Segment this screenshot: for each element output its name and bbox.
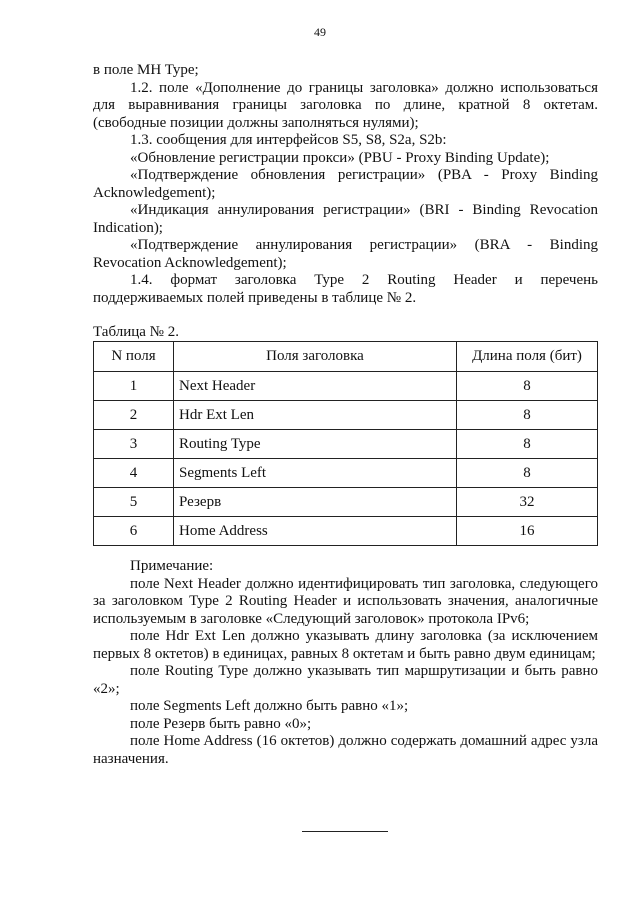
intro-section [93, 62, 598, 307]
paragraph: «Обновление регистрации прокси» (PBU - Proxy Binding Update); [130, 149, 550, 166]
note-paragraph: поле Segments Left должно быть равно «1»; [130, 698, 409, 714]
note-paragraph: поле Hdr Ext Len должно указывать длину заголовка (за исключением первых 8 октетов) в единицах, равных 8 октетам и быть равно двум единицам; [93, 628, 598, 662]
cell-field: Segments Left [174, 459, 457, 488]
paragraph: «Индикация аннулирования регистрации» (BRI - Binding Revocation Indication); [93, 202, 598, 236]
cell-number: 5 [94, 488, 174, 517]
paragraph: «Подтверждение аннулирования регистрации» (BRA - Binding Revocation Acknowledgement); [93, 237, 598, 271]
cell-length: 32 [457, 488, 598, 517]
paragraph: «Подтверждение обновления регистрации» (PBA - Proxy Binding Acknowledgement); [93, 167, 598, 201]
table-row [94, 459, 598, 488]
note-paragraph: поле Routing Type должно указывать тип маршрутизации и быть равно «2»; [93, 663, 598, 697]
table-header-row [94, 342, 598, 372]
note-paragraph: поле Next Header должно идентифицировать тип заголовка, следующего за заголовком Type 2 Routing Header и использовать значения, аналогичные используемым в заголовке «Следующий заголовок» протокола IPv6; [93, 575, 598, 627]
cell-number: 6 [94, 517, 174, 546]
note-section [93, 558, 598, 768]
paragraph: в поле MH Type; [93, 62, 199, 78]
cell-field: Hdr Ext Len [174, 401, 457, 430]
page-number: 49 [314, 25, 326, 39]
cell-length: 8 [457, 401, 598, 430]
paragraph: 1.4. формат заголовка Type 2 Routing Header и перечень поддерживаемых полей приведены в таблице № 2. [93, 272, 598, 306]
header-fields-table [93, 341, 598, 546]
cell-number: 3 [94, 430, 174, 459]
footer-divider [302, 831, 388, 832]
cell-length: 8 [457, 459, 598, 488]
note-paragraph: поле Home Address (16 октетов) должно содержать домашний адрес узла назначения. [93, 733, 598, 767]
cell-number: 2 [94, 401, 174, 430]
table-row [94, 488, 598, 517]
column-header-field: Поля заголовка [174, 342, 457, 372]
note-title: Примечание: [130, 558, 214, 574]
table-row [94, 430, 598, 459]
cell-field: Резерв [174, 488, 457, 517]
cell-field: Next Header [174, 372, 457, 401]
cell-field: Routing Type [174, 430, 457, 459]
cell-number: 4 [94, 459, 174, 488]
column-header-length: Длина поля (бит) [457, 342, 598, 372]
cell-field: Home Address [174, 517, 457, 546]
table-row [94, 517, 598, 546]
paragraph: 1.2. поле «Дополнение до границы заголовка» должно использоваться для выравнивания границы заголовка по длине, кратной 8 октетам. (свободные позиции должны заполняться нулями); [93, 79, 598, 131]
table-row [94, 372, 598, 401]
table-caption: Таблица № 2. [93, 324, 179, 340]
table-row [94, 401, 598, 430]
column-header-number: N поля [94, 342, 174, 372]
cell-number: 1 [94, 372, 174, 401]
cell-length: 16 [457, 517, 598, 546]
cell-length: 8 [457, 430, 598, 459]
paragraph: 1.3. сообщения для интерфейсов S5, S8, S2a, S2b: [130, 132, 447, 148]
cell-length: 8 [457, 372, 598, 401]
note-paragraph: поле Резерв быть равно «0»; [130, 715, 312, 732]
